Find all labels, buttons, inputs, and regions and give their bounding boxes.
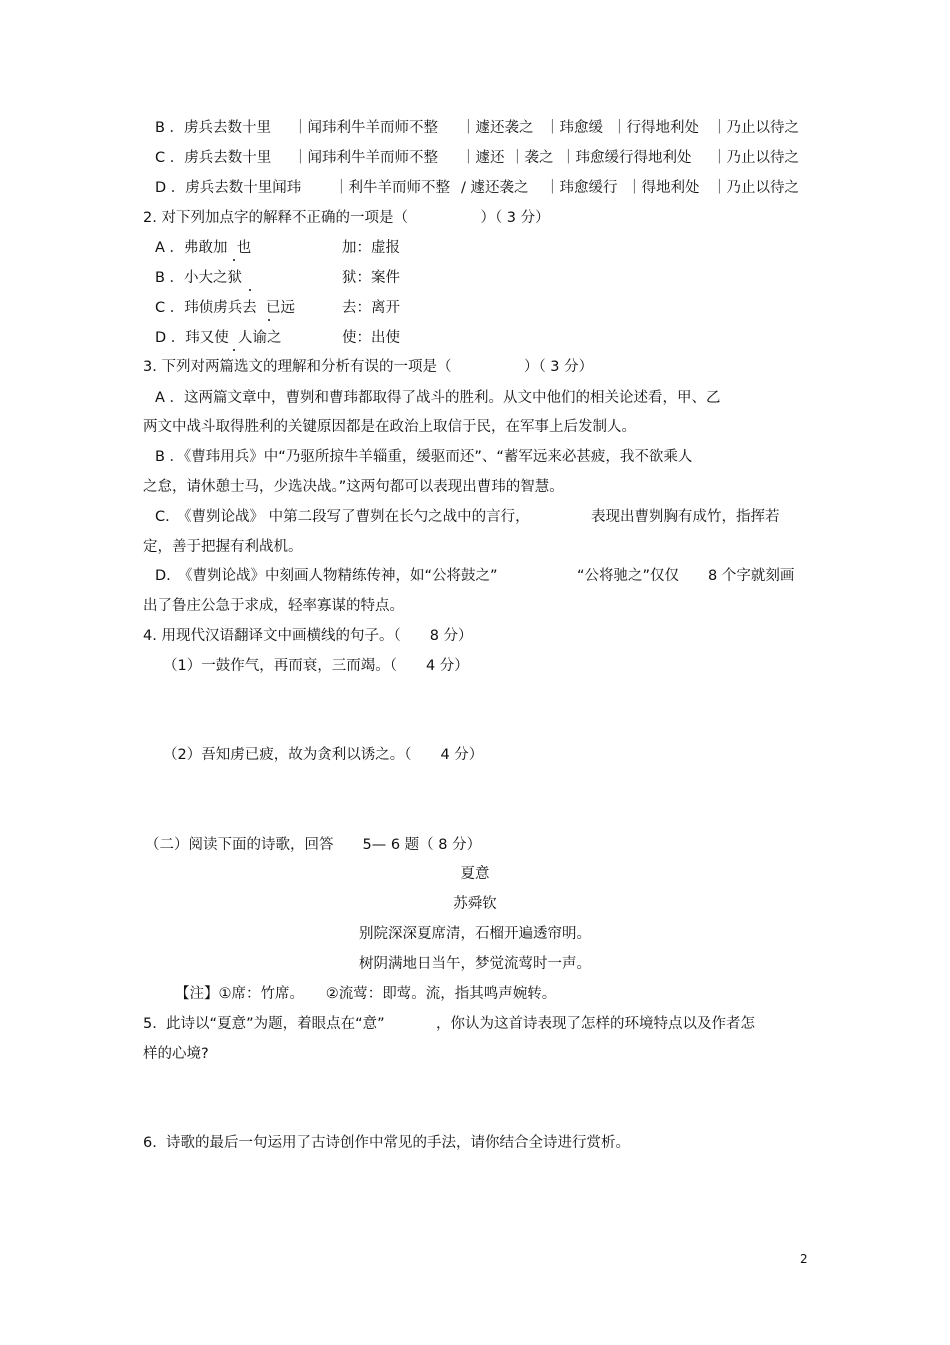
emphasis-dot (268, 319, 270, 321)
q3-option-b-line1: B ．《曹玮用兵》中“乃驱所掠牛羊辎重，缓驱而还”、“蓄军远来必甚疲，我不欲乘人 (155, 449, 693, 465)
q3-option-d-line1a: D. 《曹刿论战》中刻画人物精练传神，如“公将鼓之” (155, 568, 498, 584)
q3-option-a-line1: A ．这两篇文章中，曹刿和曹玮都取得了战斗的胜利。从文中他们的相关论述看，甲、乙 (155, 390, 721, 406)
q2-option-c-explanation: 去：离开 (342, 300, 400, 316)
q5-line-2: 样的心境? (143, 1046, 209, 1062)
q6-line-1: 6. 诗歌的最后一句运用了古诗创作中常见的手法，请你结合全诗进行赏析。 (143, 1135, 631, 1151)
q1-d-seg-4: ｜玮愈缓行 (545, 180, 618, 196)
q4-stem: 4. 用现代汉语翻译文中画横线的句子。（ 8 分） (143, 628, 473, 644)
poem-line-2: 树阴满地日当午，梦觉流莺时一声。 (359, 956, 591, 972)
q3-option-d-line2: 出了鲁庄公急于求成，轻率寡谋的特点。 (143, 598, 404, 614)
q2-option-a: A ．弗敢加 也 (155, 240, 252, 256)
q4-sentence-2: （2）吾知虏已疲，故为贪利以诱之。（ 4 分） (163, 747, 484, 763)
q1-b-seg-3: ｜遽还袭之 (461, 120, 534, 136)
q2-option-b: B ．小大之狱 (155, 270, 243, 286)
q1-c-seg-3: ｜遽还 (461, 150, 505, 166)
emphasis-dot (233, 259, 235, 261)
q1-d-seg-5: ｜得地利处 (627, 180, 700, 196)
q1-b-seg-1: B ．虏兵去数十里 (155, 120, 272, 136)
poem-author: 苏舜钦 (453, 896, 497, 912)
q5-line-1a: 5. 此诗以“夏意”为题，着眼点在“意” (143, 1016, 385, 1032)
q2-option-a-explanation: 加：虚报 (342, 240, 400, 256)
q1-b-seg-6: ｜乃止以待之 (712, 120, 799, 136)
poem-line-1: 别院深深夏席清，石榴开遍透帘明。 (359, 926, 591, 942)
q1-c-seg-2: ｜闻玮利牛羊而师不整 (293, 150, 438, 166)
q1-d-seg-2: ｜利牛羊而师不整 (334, 180, 450, 196)
q1-c-seg-4: ｜袭之 (510, 150, 554, 166)
q2-option-d: D ．玮又使 人谕之 (155, 330, 282, 346)
q2-stem: 2. 对下列加点字的解释不正确的一项是（ ）（ 3 分） (143, 210, 550, 226)
q1-b-seg-5: ｜行得地利处 (612, 120, 699, 136)
emphasis-dot (233, 349, 235, 351)
q2-option-d-explanation: 使：出使 (342, 330, 400, 346)
q3-option-d-line1c: 8 个字就刻画 (708, 568, 795, 584)
page-number: 2 (800, 1252, 808, 1266)
q2-option-c: C ．玮侦虏兵去 已远 (155, 300, 295, 316)
poem-note: 【注】①席：竹席。 ②流莺：即莺。流，指其鸣声婉转。 (175, 986, 557, 1002)
q1-c-seg-5: ｜玮愈缓行得地利处 (561, 150, 692, 166)
q1-c-seg-1: C ．虏兵去数十里 (155, 150, 272, 166)
q4-sentence-1: （1）一鼓作气，再而衰，三而竭。（ 4 分） (163, 658, 469, 674)
q5-line-1b: ，你认为这首诗表现了怎样的环境特点以及作者怎 (436, 1016, 755, 1032)
poem-title: 夏意 (460, 866, 490, 882)
section-2-heading: （二）阅读下面的诗歌，回答 5— 6 题（ 8 分） (145, 837, 482, 853)
emphasis-dot (249, 289, 251, 291)
q3-option-a-line2: 两文中战斗取得胜利的关键原因都是在政治上取信于民，在军事上后发制人。 (143, 419, 636, 435)
q3-option-c-line2: 定，善于把握有利战机。 (143, 539, 303, 555)
q3-option-c-line1a: C. 《曹刿论战》 中第二段写了曹刿在长勺之战中的言行， (155, 509, 530, 525)
q3-option-c-line1b: 表现出曹刿胸有成竹，指挥若 (591, 509, 780, 525)
q2-option-b-explanation: 狱：案件 (342, 270, 400, 286)
q1-d-seg-3: / 遽还袭之 (461, 180, 529, 196)
q1-d-seg-1: D ．虏兵去数十里闻玮 (155, 180, 302, 196)
q1-d-seg-6: ｜乃止以待之 (712, 180, 799, 196)
q1-b-seg-2: ｜闻玮利牛羊而师不整 (293, 120, 438, 136)
q3-stem: 3. 下列对两篇选文的理解和分析有误的一项是（ ）（ 3 分） (143, 359, 594, 375)
q3-option-d-line1b: “公将驰之”仅仅 (577, 568, 680, 584)
q3-option-b-line2: 之怠，请休憩士马，少选决战。”这两句都可以表现出曹玮的智慧。 (143, 479, 564, 495)
q1-b-seg-4: ｜玮愈缓 (545, 120, 603, 136)
q1-c-seg-6: ｜乃止以待之 (712, 150, 799, 166)
